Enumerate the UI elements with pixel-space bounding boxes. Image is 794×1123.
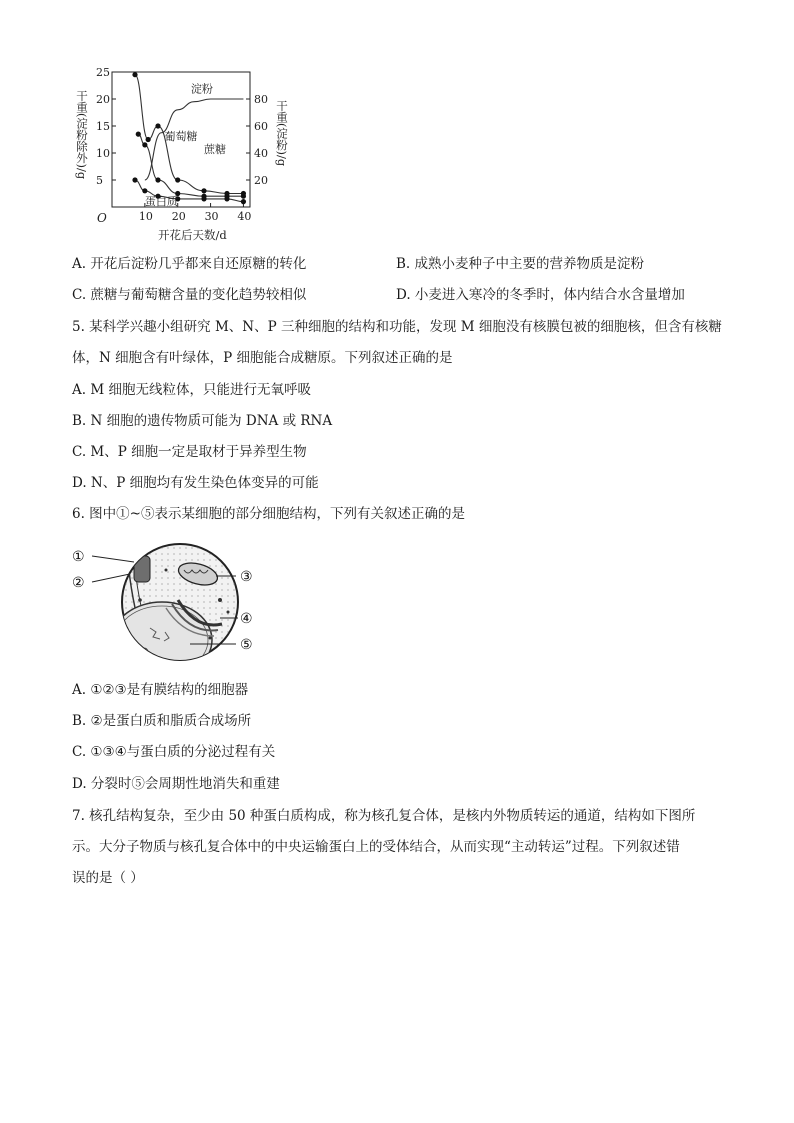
- data-point: [175, 177, 180, 182]
- data-point: [132, 72, 137, 77]
- x-tick-label: 10: [138, 210, 153, 223]
- label-2: ②: [72, 575, 85, 591]
- left-tick-label: 10: [96, 147, 110, 160]
- origin-label: O: [97, 211, 107, 225]
- nucleus-shape: [112, 602, 212, 670]
- label-1: ①: [72, 549, 85, 565]
- cell-structure-figure: [70, 540, 270, 670]
- q6-option-d: D. 分裂时⑤会周期性地消失和重建: [72, 776, 280, 792]
- data-point: [224, 196, 229, 201]
- q5-option-d: D. N、P 细胞均有发生染色体变异的可能: [72, 475, 319, 491]
- q4-option-c: C. 蔗糖与葡萄糖含量的变化趋势较相似: [72, 287, 307, 303]
- right-tick-label: 60: [254, 120, 268, 133]
- q5-option-c: C. M、P 细胞一定是取材于异养型生物: [72, 444, 307, 460]
- x-tick-label: 20: [171, 210, 186, 223]
- right-tick-label: 20: [254, 174, 268, 187]
- data-point: [241, 191, 246, 196]
- series-label: 葡萄糖: [164, 130, 198, 144]
- data-point: [155, 177, 160, 182]
- data-point: [241, 199, 246, 204]
- series-label: 蛋白质: [144, 194, 178, 208]
- dry-weight-chart: [70, 62, 300, 247]
- q5-option-b: B. N 细胞的遗传物质可能为 DNA 或 RNA: [72, 413, 333, 429]
- q5-stem-line2: 体，N 细胞含有叶绿体，P 细胞能合成糖原。下列叙述正确的是: [72, 350, 453, 366]
- series-label: 蔗糖: [204, 143, 226, 156]
- series-line-0: [138, 134, 243, 196]
- label-3: ③: [240, 569, 253, 585]
- left-tick-label: 20: [96, 93, 110, 106]
- x-tick-label: 40: [237, 210, 252, 223]
- data-point: [142, 142, 147, 147]
- label-4: ④: [240, 611, 253, 627]
- q4-option-d: D. 小麦进入寒冷的冬季时，体内结合水含量增加: [396, 287, 685, 303]
- series-label: 淀粉: [190, 82, 213, 96]
- q5-stem-line1: 5. 某科学兴趣小组研究 M、N、P 三种细胞的结构和功能，发现 M 细胞没有核膜包被的细胞核，但含有核糖: [72, 319, 722, 335]
- q6-stem: 6. 图中①~⑤表示某细胞的部分细胞结构，下列有关叙述正确的是: [72, 506, 465, 522]
- right-tick-label: 80: [254, 93, 268, 106]
- left-tick-label: 5: [96, 174, 103, 187]
- data-point: [132, 177, 137, 182]
- label-5: ⑤: [240, 637, 253, 653]
- right-tick-label: 40: [254, 147, 268, 160]
- data-point: [224, 191, 229, 196]
- q5-option-a: A. M 细胞无线粒体，只能进行无氧呼吸: [72, 382, 311, 398]
- left-tick-label: 15: [96, 120, 110, 133]
- organelle-1-shape: [134, 556, 150, 582]
- left-axis-title-text: 干重(淀粉除外)/g: [75, 90, 89, 180]
- x-tick-label: 30: [204, 210, 219, 223]
- q4-option-a: A. 开花后淀粉几乎都来自还原糖的转化: [72, 256, 307, 272]
- data-point: [155, 123, 160, 128]
- q6-option-a: A. ①②③是有膜结构的细胞器: [72, 682, 249, 698]
- left-tick-label: 25: [96, 66, 110, 79]
- q7-stem-line2: 示。大分子物质与核孔复合体中的中央运输蛋白上的受体结合，从而实现“主动转运”过程。下列叙述错: [72, 839, 680, 855]
- right-axis-title: [275, 100, 289, 167]
- data-point: [201, 196, 206, 201]
- data-point: [146, 137, 151, 142]
- right-axis-title-text: 干重(淀粉)/g: [275, 100, 289, 167]
- q7-stem-line1: 7. 核孔结构复杂，至少由 50 种蛋白质构成，称为核孔复合体，是核内外物质转运的通道，结构如下图所: [72, 808, 696, 824]
- q7-stem-line3: 误的是（ ）: [72, 870, 144, 886]
- q6-option-c: C. ①③④与蛋白质的分泌过程有关: [72, 744, 276, 760]
- data-point: [142, 188, 147, 193]
- left-axis-title: [75, 90, 89, 180]
- q4-option-b: B. 成熟小麦种子中主要的营养物质是淀粉: [396, 256, 645, 272]
- data-point: [136, 132, 141, 137]
- q6-option-b: B. ②是蛋白质和脂质合成场所: [72, 713, 252, 729]
- data-point: [201, 188, 206, 193]
- x-axis-title: 开花后天数/d: [158, 228, 227, 242]
